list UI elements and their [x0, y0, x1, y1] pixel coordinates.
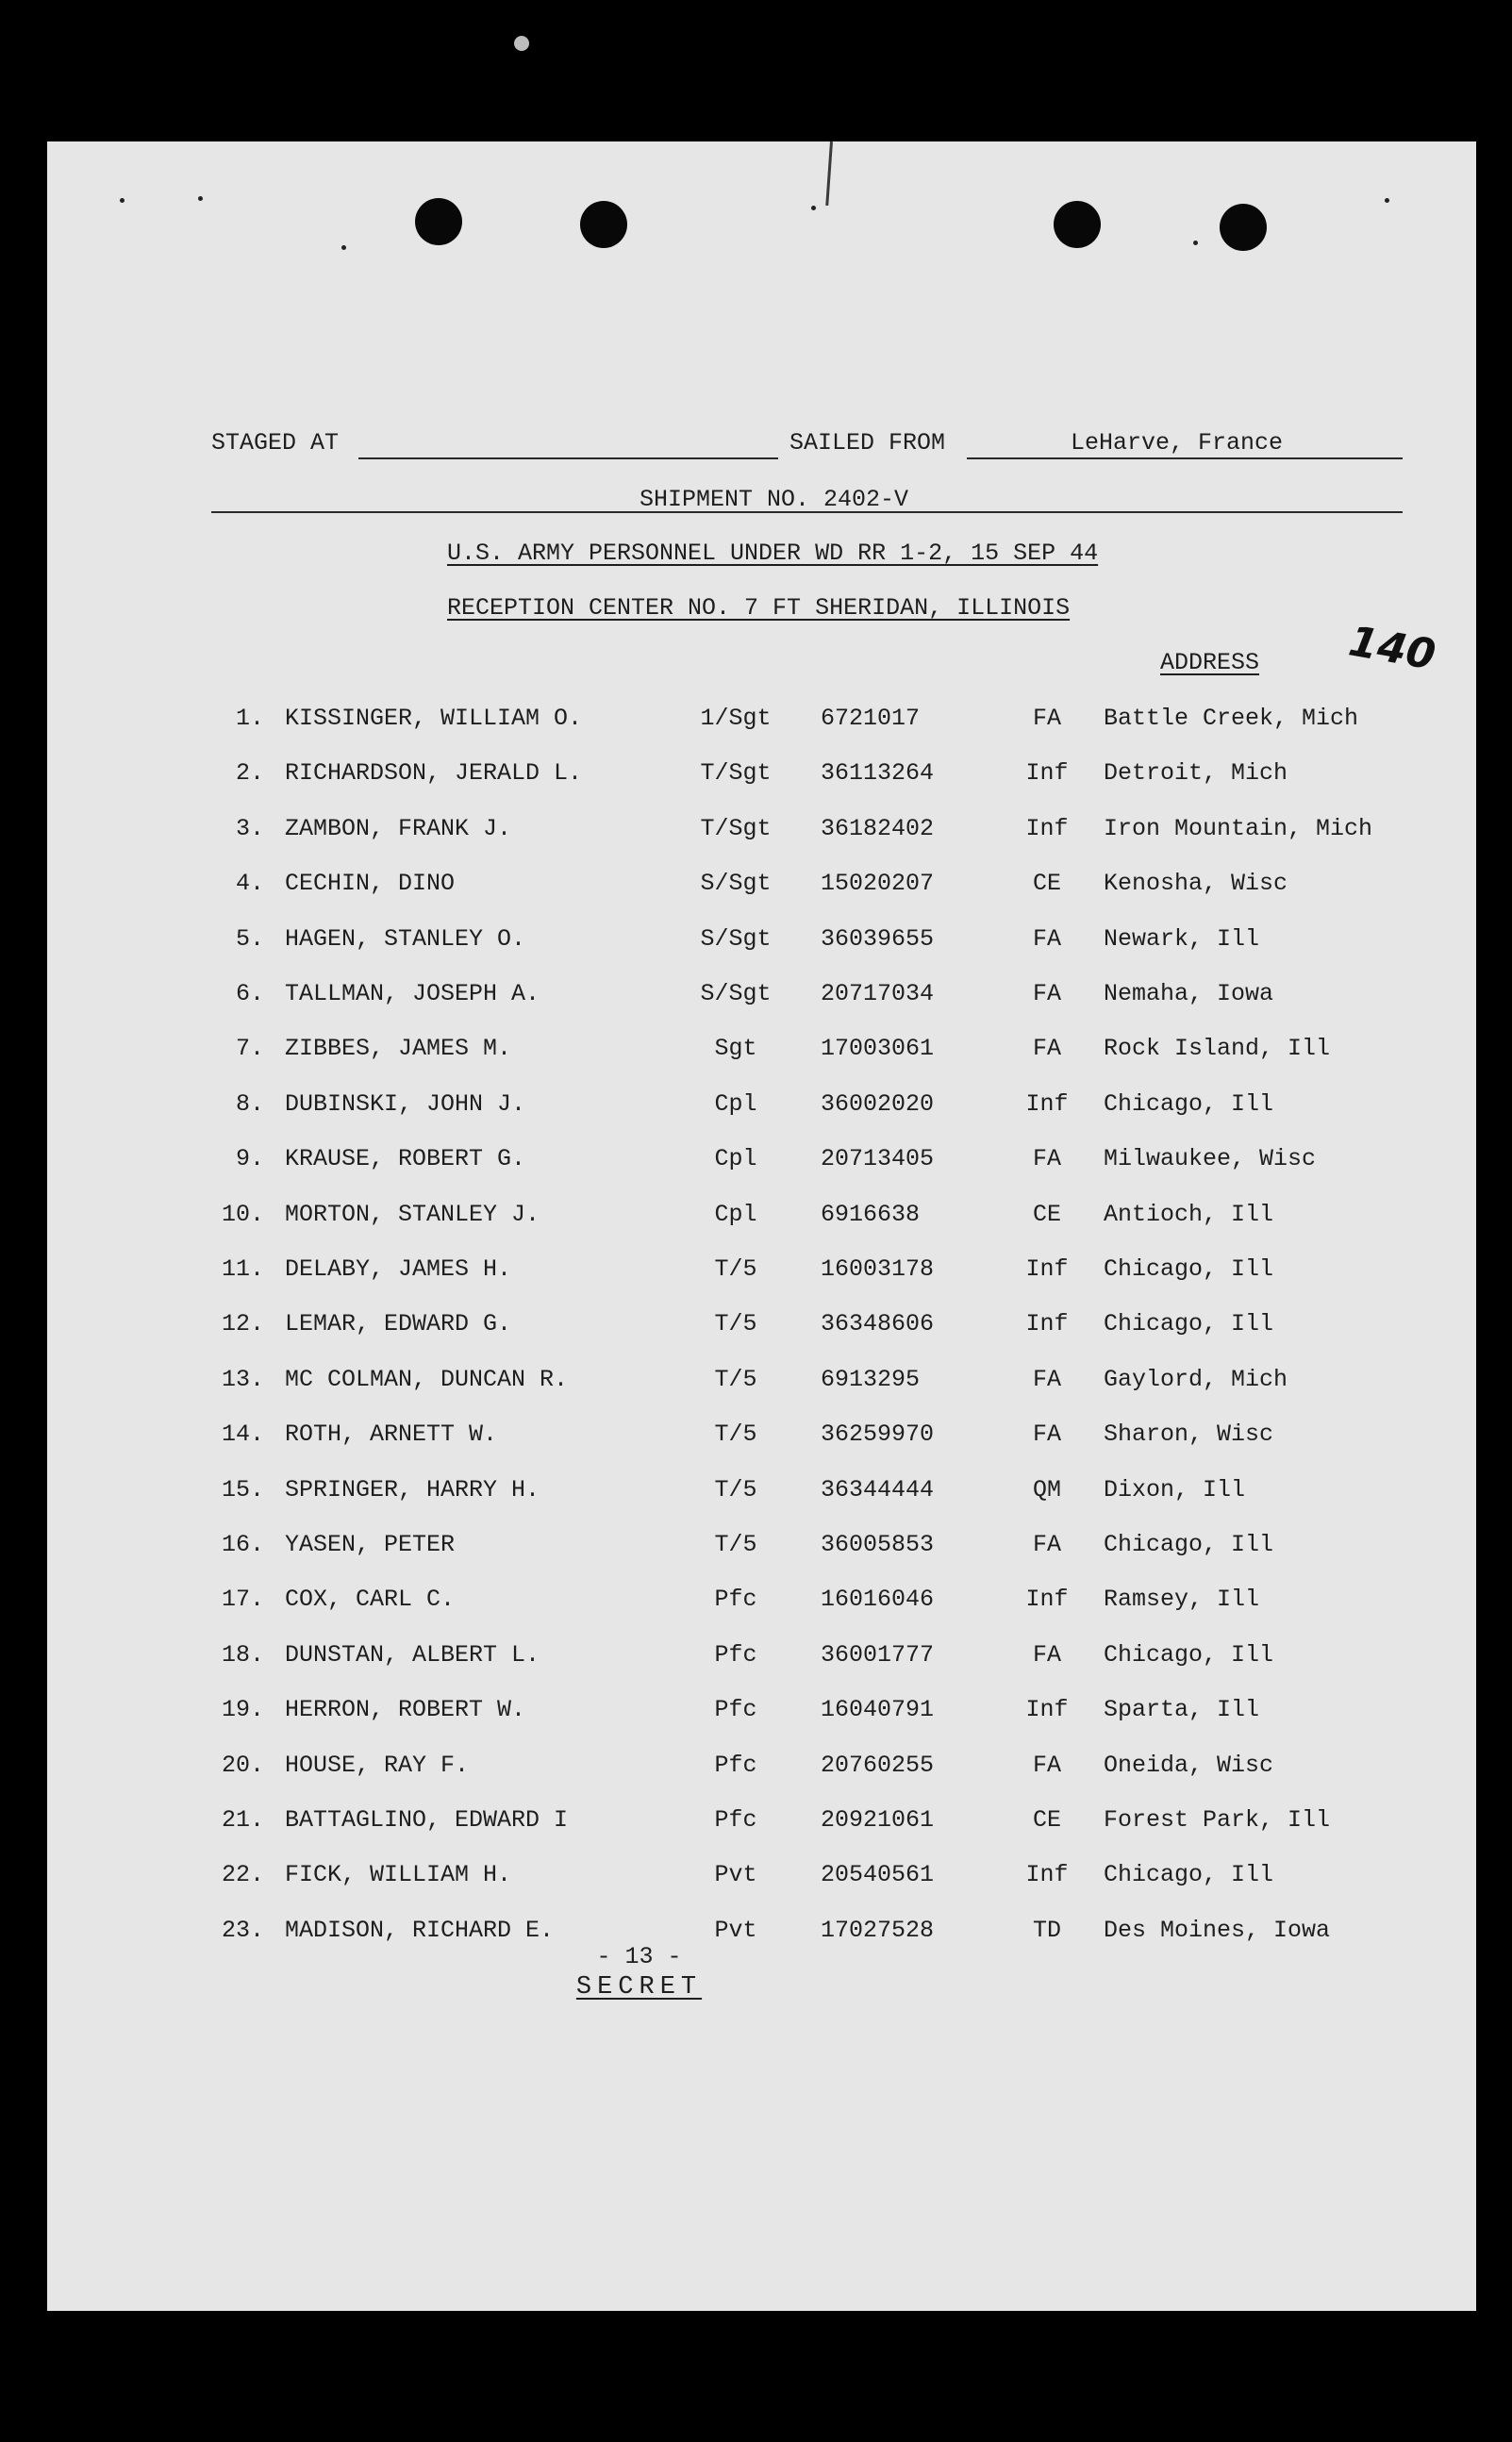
- table-row: [47, 1861, 1476, 1899]
- branch: Inf: [1025, 759, 1069, 788]
- row-number: 17.: [221, 1586, 264, 1614]
- home-address: Kenosha, Wisc: [1104, 870, 1288, 898]
- branch: FA: [1032, 1751, 1061, 1779]
- home-address: Milwaukee, Wisc: [1104, 1145, 1317, 1173]
- punch-hole: [580, 201, 627, 248]
- serial-number: 20760255: [821, 1751, 935, 1779]
- row-number: 19.: [221, 1696, 264, 1724]
- row-number: 7.: [235, 1035, 264, 1063]
- person-name: HOUSE, RAY F.: [285, 1751, 470, 1779]
- branch: Inf: [1025, 1696, 1069, 1724]
- shipment-number: SHIPMENT NO. 2402-V: [640, 486, 909, 513]
- table-row: [47, 870, 1476, 907]
- punch-hole: [1054, 201, 1101, 248]
- home-address: Ramsey, Ill: [1104, 1586, 1260, 1614]
- person-name: ZIBBES, JAMES M.: [285, 1035, 512, 1063]
- reception-center: RECEPTION CENTER NO. 7 FT SHERIDAN, ILLINOIS: [447, 594, 1071, 622]
- person-rank: Pfc: [714, 1806, 757, 1834]
- serial-number: 6913295: [821, 1365, 921, 1393]
- home-address: Chicago, Ill: [1104, 1861, 1274, 1889]
- paper-crease: [825, 141, 833, 206]
- home-address: Antioch, Ill: [1104, 1200, 1274, 1228]
- person-name: MC COLMAN, DUNCAN R.: [285, 1365, 569, 1393]
- person-rank: T/Sgt: [700, 814, 772, 842]
- serial-number: 6721017: [821, 705, 921, 732]
- person-rank: Sgt: [714, 1035, 757, 1063]
- row-number: 21.: [221, 1806, 264, 1834]
- branch: FA: [1032, 1531, 1061, 1558]
- branch: CE: [1032, 1200, 1061, 1228]
- serial-number: 20713405: [821, 1145, 935, 1173]
- row-number: 6.: [235, 980, 264, 1007]
- person-rank: Pfc: [714, 1751, 757, 1779]
- row-number: 2.: [235, 759, 264, 788]
- home-address: Sparta, Ill: [1104, 1696, 1260, 1724]
- branch: FA: [1032, 1145, 1061, 1173]
- branch: FA: [1032, 1035, 1061, 1063]
- person-rank: S/Sgt: [700, 980, 772, 1007]
- row-number: 9.: [235, 1145, 264, 1173]
- person-rank: Cpl: [714, 1089, 757, 1118]
- person-rank: S/Sgt: [700, 924, 772, 953]
- speck: [1385, 198, 1389, 203]
- person-name: HAGEN, STANLEY O.: [285, 924, 526, 953]
- document-page: [47, 141, 1476, 2311]
- person-name: FICK, WILLIAM H.: [285, 1861, 512, 1889]
- table-row: [47, 1090, 1476, 1128]
- table-row: [47, 1806, 1476, 1844]
- serial-number: 16016046: [821, 1586, 935, 1614]
- home-address: Chicago, Ill: [1104, 1255, 1274, 1283]
- home-address: Iron Mountain, Mich: [1104, 814, 1373, 842]
- table-row: [47, 1255, 1476, 1293]
- person-rank: T/Sgt: [700, 759, 772, 788]
- person-rank: Pfc: [714, 1696, 757, 1724]
- home-address: Forest Park, Ill: [1104, 1806, 1331, 1834]
- branch: Inf: [1025, 1255, 1069, 1283]
- person-name: KRAUSE, ROBERT G.: [285, 1145, 526, 1173]
- serial-number: 6916638: [821, 1200, 921, 1228]
- serial-number: 17027528: [821, 1916, 935, 1944]
- person-rank: Pfc: [714, 1640, 757, 1669]
- table-row: [47, 1201, 1476, 1238]
- home-address: Sharon, Wisc: [1104, 1420, 1274, 1449]
- sailed-from-value: LeHarve, France: [1071, 429, 1284, 457]
- person-rank: Pvt: [714, 1916, 757, 1944]
- table-row: [47, 705, 1476, 742]
- person-name: DELABY, JAMES H.: [285, 1255, 512, 1283]
- table-row: [47, 925, 1476, 963]
- person-name: MORTON, STANLEY J.: [285, 1200, 540, 1228]
- serial-number: 36002020: [821, 1089, 935, 1118]
- row-number: 18.: [221, 1640, 264, 1669]
- person-name: KISSINGER, WILLIAM O.: [285, 705, 583, 732]
- punch-hole: [1220, 204, 1267, 251]
- person-name: TALLMAN, JOSEPH A.: [285, 980, 540, 1007]
- home-address: Gaylord, Mich: [1104, 1365, 1288, 1393]
- table-row: [47, 1035, 1476, 1072]
- branch: Inf: [1025, 1586, 1069, 1614]
- person-name: DUBINSKI, JOHN J.: [285, 1089, 526, 1118]
- handwritten-page-number: 140: [1345, 617, 1439, 680]
- page-number: - 13 -: [596, 1943, 682, 1970]
- sailed-from-label: SAILED FROM: [789, 429, 946, 457]
- person-name: HERRON, ROBERT W.: [285, 1696, 526, 1724]
- speck: [198, 196, 203, 201]
- person-rank: S/Sgt: [700, 870, 772, 898]
- home-address: Rock Island, Ill: [1104, 1035, 1331, 1063]
- row-number: 8.: [235, 1089, 264, 1118]
- home-address: Oneida, Wisc: [1104, 1751, 1274, 1779]
- classification-marking: SECRET: [575, 1973, 703, 2002]
- serial-number: 20540561: [821, 1861, 935, 1889]
- serial-number: 36182402: [821, 814, 935, 842]
- table-row: [47, 1145, 1476, 1183]
- row-number: 4.: [235, 870, 264, 898]
- person-name: CECHIN, DINO: [285, 870, 456, 898]
- home-address: Battle Creek, Mich: [1104, 705, 1359, 732]
- person-rank: T/5: [714, 1531, 757, 1558]
- branch: FA: [1032, 1420, 1061, 1449]
- table-row: [47, 1531, 1476, 1569]
- person-rank: Pfc: [714, 1586, 757, 1614]
- branch: FA: [1032, 1365, 1061, 1393]
- table-row: [47, 1641, 1476, 1679]
- home-address: Newark, Ill: [1104, 924, 1260, 953]
- home-address: Detroit, Mich: [1104, 759, 1288, 788]
- row-number: 20.: [221, 1751, 264, 1779]
- person-rank: T/5: [714, 1365, 757, 1393]
- person-rank: Cpl: [714, 1145, 757, 1173]
- person-name: RICHARDSON, JERALD L.: [285, 759, 583, 788]
- person-name: ROTH, ARNETT W.: [285, 1420, 498, 1449]
- speck: [1193, 241, 1198, 245]
- serial-number: 16003178: [821, 1255, 935, 1283]
- branch: Inf: [1025, 814, 1069, 842]
- person-rank: T/5: [714, 1255, 757, 1283]
- branch: FA: [1032, 980, 1061, 1007]
- branch: CE: [1032, 1806, 1061, 1834]
- table-row: [47, 1366, 1476, 1404]
- person-name: COX, CARL C.: [285, 1586, 456, 1614]
- table-row: [47, 1696, 1476, 1734]
- row-number: 13.: [221, 1365, 264, 1393]
- person-rank: Cpl: [714, 1200, 757, 1228]
- row-number: 14.: [221, 1420, 264, 1449]
- serial-number: 20921061: [821, 1806, 935, 1834]
- serial-number: 36005853: [821, 1531, 935, 1558]
- person-name: ZAMBON, FRANK J.: [285, 814, 512, 842]
- serial-number: 36113264: [821, 759, 935, 788]
- table-row: [47, 815, 1476, 853]
- serial-number: 36344444: [821, 1475, 935, 1503]
- home-address: Chicago, Ill: [1104, 1531, 1274, 1558]
- row-number: 22.: [221, 1861, 264, 1889]
- sailed-from-blank: [967, 457, 1403, 459]
- table-row: [47, 980, 1476, 1018]
- branch: Inf: [1025, 1089, 1069, 1118]
- home-address: Chicago, Ill: [1104, 1310, 1274, 1338]
- serial-number: 20717034: [821, 980, 935, 1007]
- person-rank: T/5: [714, 1310, 757, 1338]
- staged-at-blank: [358, 457, 778, 459]
- address-heading: ADDRESS: [1160, 649, 1260, 676]
- table-row: [47, 1752, 1476, 1789]
- person-rank: 1/Sgt: [700, 705, 772, 732]
- person-rank: T/5: [714, 1420, 757, 1449]
- branch: FA: [1032, 1640, 1061, 1669]
- serial-number: 16040791: [821, 1696, 935, 1724]
- branch: FA: [1032, 705, 1061, 732]
- serial-number: 36039655: [821, 924, 935, 953]
- person-rank: T/5: [714, 1475, 757, 1503]
- home-address: Nemaha, Iowa: [1104, 980, 1274, 1007]
- serial-number: 36259970: [821, 1420, 935, 1449]
- person-name: BATTAGLINO, EDWARD I: [285, 1806, 569, 1834]
- serial-number: 15020207: [821, 870, 935, 898]
- staged-at-label: STAGED AT: [211, 429, 340, 457]
- row-number: 15.: [221, 1475, 264, 1503]
- branch: CE: [1032, 870, 1061, 898]
- person-name: MADISON, RICHARD E.: [285, 1916, 555, 1944]
- row-number: 3.: [235, 814, 264, 842]
- punch-hole: [415, 198, 462, 245]
- speck: [120, 198, 125, 203]
- table-row: [47, 1310, 1476, 1348]
- row-number: 5.: [235, 924, 264, 953]
- serial-number: 36348606: [821, 1310, 935, 1338]
- home-address: Dixon, Ill: [1104, 1475, 1246, 1503]
- table-row: [47, 1476, 1476, 1514]
- row-number: 10.: [221, 1200, 264, 1228]
- document-title: U.S. ARMY PERSONNEL UNDER WD RR 1-2, 15 SEP 44: [447, 540, 1099, 567]
- home-address: Des Moines, Iowa: [1104, 1916, 1331, 1944]
- home-address: Chicago, Ill: [1104, 1089, 1274, 1118]
- person-name: DUNSTAN, ALBERT L.: [285, 1640, 540, 1669]
- table-row: [47, 1586, 1476, 1623]
- person-name: YASEN, PETER: [285, 1531, 456, 1558]
- branch: Inf: [1025, 1861, 1069, 1889]
- table-row: [47, 759, 1476, 797]
- branch: QM: [1032, 1475, 1061, 1503]
- speck: [811, 206, 816, 210]
- branch: Inf: [1025, 1310, 1069, 1338]
- person-rank: Pvt: [714, 1861, 757, 1889]
- serial-number: 17003061: [821, 1035, 935, 1063]
- scan-artifact-dot: [514, 36, 529, 51]
- person-name: SPRINGER, HARRY H.: [285, 1475, 540, 1503]
- row-number: 23.: [221, 1916, 264, 1944]
- serial-number: 36001777: [821, 1640, 935, 1669]
- row-number: 11.: [221, 1255, 264, 1283]
- home-address: Chicago, Ill: [1104, 1640, 1274, 1669]
- row-number: 16.: [221, 1531, 264, 1558]
- speck: [341, 245, 346, 250]
- row-number: 1.: [235, 705, 264, 732]
- branch: TD: [1032, 1916, 1061, 1944]
- table-row: [47, 1420, 1476, 1458]
- row-number: 12.: [221, 1310, 264, 1338]
- branch: FA: [1032, 924, 1061, 953]
- person-name: LEMAR, EDWARD G.: [285, 1310, 512, 1338]
